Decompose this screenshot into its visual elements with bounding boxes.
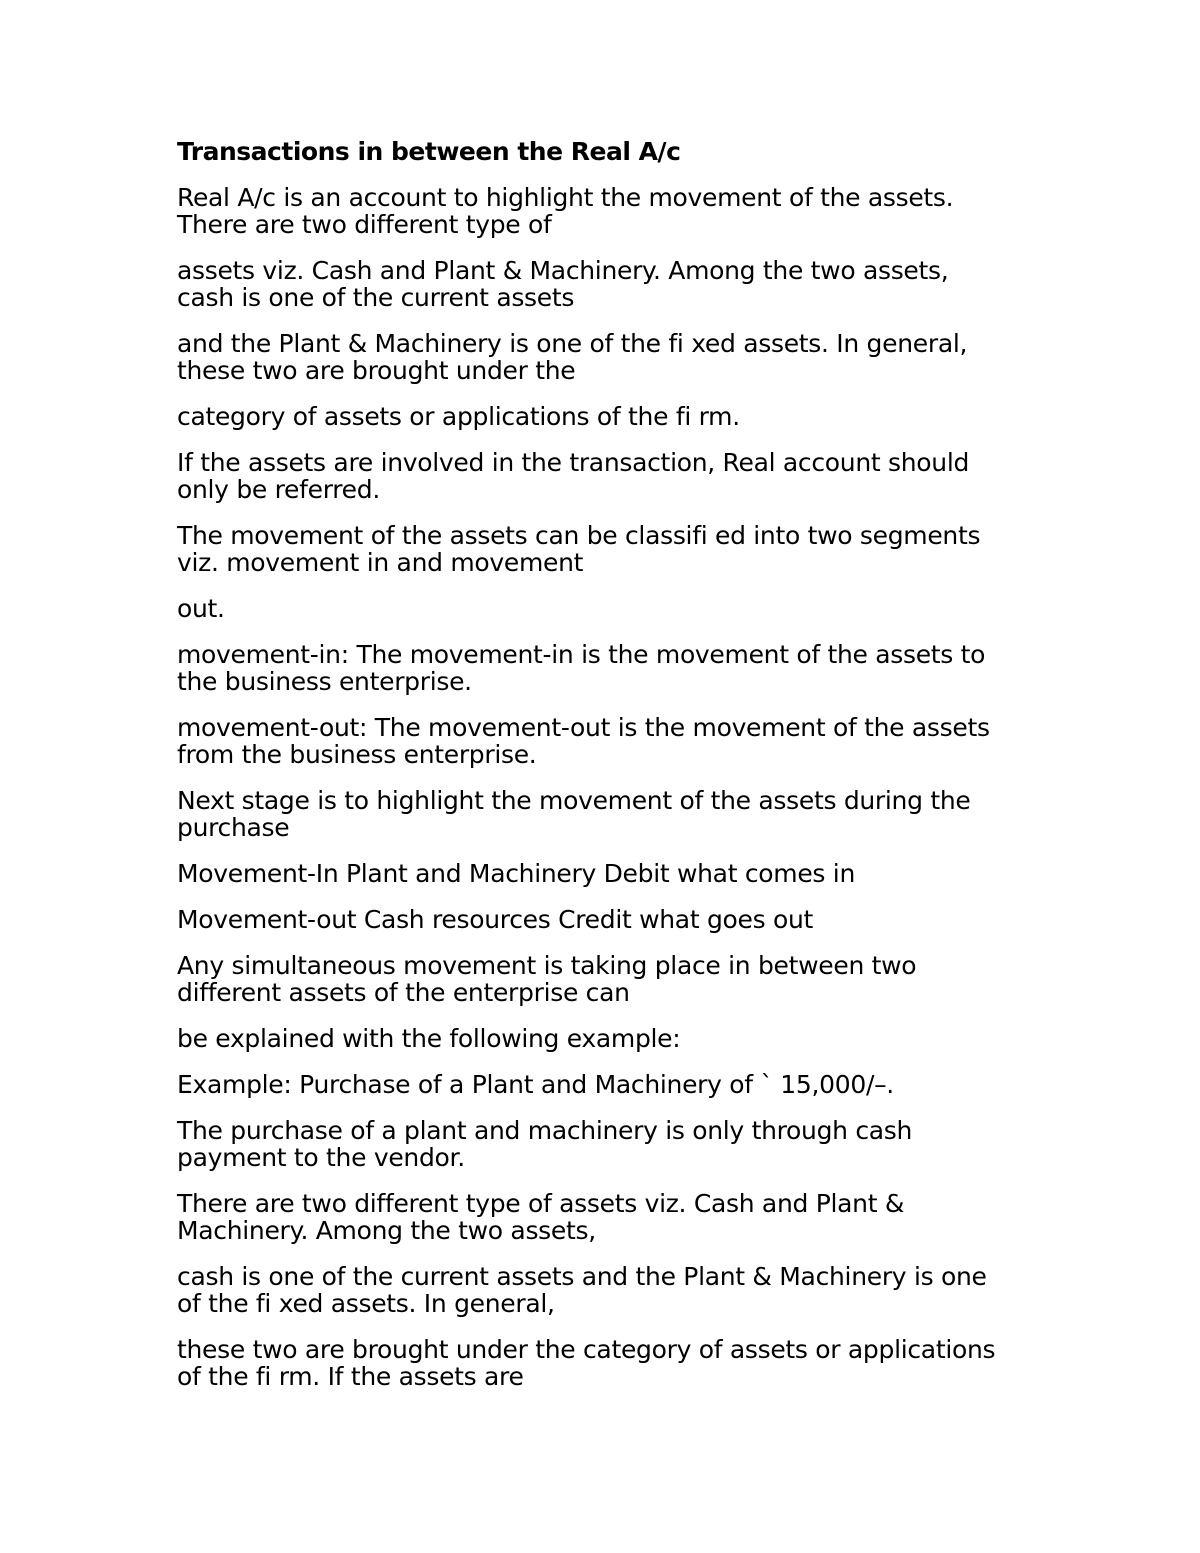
paragraph-line: There are two different type of assets viz. Cash and Plant & (177, 1189, 905, 1218)
paragraph (177, 257, 1057, 311)
document-title: Transactions in between the Real A/c (177, 137, 681, 166)
paragraph-line: The movement of the assets can be classifi ed into two segments (177, 521, 981, 550)
paragraph (177, 1117, 1057, 1171)
paragraph-line: of the fi xed assets. In general, (177, 1289, 555, 1318)
paragraph-line: out. (177, 594, 225, 623)
paragraph (177, 449, 1057, 503)
paragraph-line: category of assets or applications of the fi rm. (177, 402, 740, 431)
paragraph (177, 184, 1057, 238)
paragraph-line: Next stage is to highlight the movement of the assets during the (177, 786, 971, 815)
paragraph-line: The purchase of a plant and machinery is only through cash (177, 1116, 913, 1145)
document-body (177, 138, 1057, 1409)
paragraph-line: be explained with the following example: (177, 1024, 681, 1053)
paragraph-line: There are two different type of (177, 210, 552, 239)
paragraph-line: of the fi rm. If the assets are (177, 1362, 524, 1391)
paragraph (177, 330, 1057, 384)
paragraph-line: Movement-out Cash resources Credit what goes out (177, 905, 814, 934)
paragraph-line: If the assets are involved in the transaction, Real account should (177, 448, 970, 477)
paragraph-line: movement-in: The movement-in is the movement of the assets to (177, 640, 986, 669)
paragraph (177, 1336, 1057, 1390)
paragraph-line: assets viz. Cash and Plant & Machinery. Among the two assets, (177, 256, 949, 285)
paragraph-line: only be referred. (177, 475, 380, 504)
paragraph (177, 787, 1057, 841)
paragraph (177, 641, 1057, 695)
paragraph (177, 403, 1057, 430)
paragraph-line: these two are brought under the (177, 356, 576, 385)
paragraph-line: purchase (177, 813, 290, 842)
paragraph (177, 1025, 1057, 1052)
paragraph-line: viz. movement in and movement (177, 548, 584, 577)
paragraph (177, 1071, 1057, 1098)
paragraph (177, 860, 1057, 887)
paragraph (177, 906, 1057, 933)
paragraph (177, 714, 1057, 768)
paragraph-line: Machinery. Among the two assets, (177, 1216, 596, 1245)
paragraph-line: Movement-In Plant and Machinery Debit what comes in (177, 859, 855, 888)
paragraph-line: Any simultaneous movement is taking place in between two (177, 951, 917, 980)
paragraph-line: cash is one of the current assets (177, 283, 575, 312)
paragraph (177, 522, 1057, 576)
paragraph (177, 952, 1057, 1006)
paragraph (177, 1263, 1057, 1317)
paragraph-line: the business enterprise. (177, 667, 472, 696)
paragraph-line: Real A/c is an account to highlight the movement of the assets. (177, 183, 954, 212)
paragraph (177, 595, 1057, 622)
paragraph-line: movement-out: The movement-out is the movement of the assets (177, 713, 990, 742)
paragraph-line: Example: Purchase of a Plant and Machinery of ` 15,000/–. (177, 1070, 894, 1099)
paragraph-line: from the business enterprise. (177, 740, 537, 769)
paragraph-line: these two are brought under the category of assets or applications (177, 1335, 996, 1364)
paragraph-line: different assets of the enterprise can (177, 978, 630, 1007)
paragraph (177, 1190, 1057, 1244)
paragraph-line: cash is one of the current assets and the Plant & Machinery is one (177, 1262, 987, 1291)
paragraph-line: and the Plant & Machinery is one of the fi xed assets. In general, (177, 329, 968, 358)
paragraph-line: payment to the vendor. (177, 1143, 465, 1172)
